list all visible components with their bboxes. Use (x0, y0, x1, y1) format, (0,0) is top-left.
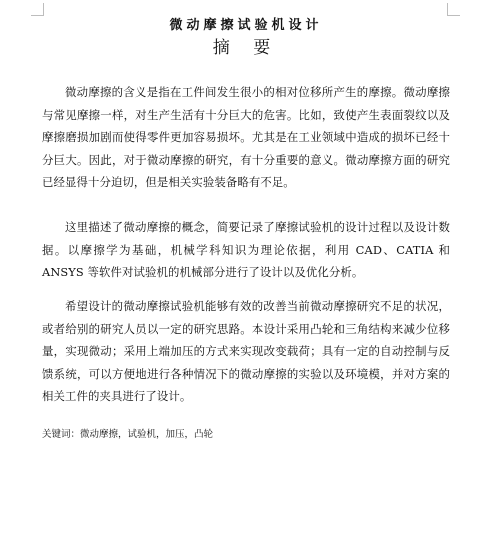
abstract-heading: 摘 要 (212, 38, 280, 58)
keywords-line: 关键词：微动摩擦，试验机，加压，凸轮 (42, 429, 214, 440)
abstract-paragraph-1: 微动摩擦的含义是指在工件间发生很小的相对位移所产生的摩擦。微动摩擦与常见摩擦一样，对生产生活有十分巨大的危害。比如，致使产生表面裂纹以及摩擦磨损加剧而使得零件更加容易损坏。尤其是在工业领域中造成的损坏已经十分巨大。因此，对于微动摩擦的研究，有十分重要的意义。微动摩擦方面的研究已经显得十分迫切，但是相关实验装备略有不足。 (42, 85, 450, 190)
document-title: 微动摩擦试验机设计 (169, 18, 323, 33)
page-corner-mark-right (447, 3, 460, 16)
abstract-paragraph-2: 这里描述了微动摩擦的概念，简要记录了摩擦试验机的设计过程以及设计数据。以摩擦学为基础，机械学科知识为理论依据，利用 CAD、CATIA 和 ANSYS 等软件对试验机的机械部分进行了设计以及优化分析。 (42, 220, 450, 280)
abstract-paragraph-3: 希望设计的微动摩擦试验机能够有效的改善当前微动摩擦研究不足的状况，或者给别的研究人员以一定的研究思路。本设计采用凸轮和三角结构来减少位移量，实现微动；采用上端加压的方式来实现改变载荷；具有一定的自动控制与反馈系统，可以方便地进行各种情况下的微动摩擦的实验以及环境模，并对方案的相关工件的夹具进行了设计。 (42, 299, 450, 404)
page-corner-mark-left (31, 3, 44, 16)
